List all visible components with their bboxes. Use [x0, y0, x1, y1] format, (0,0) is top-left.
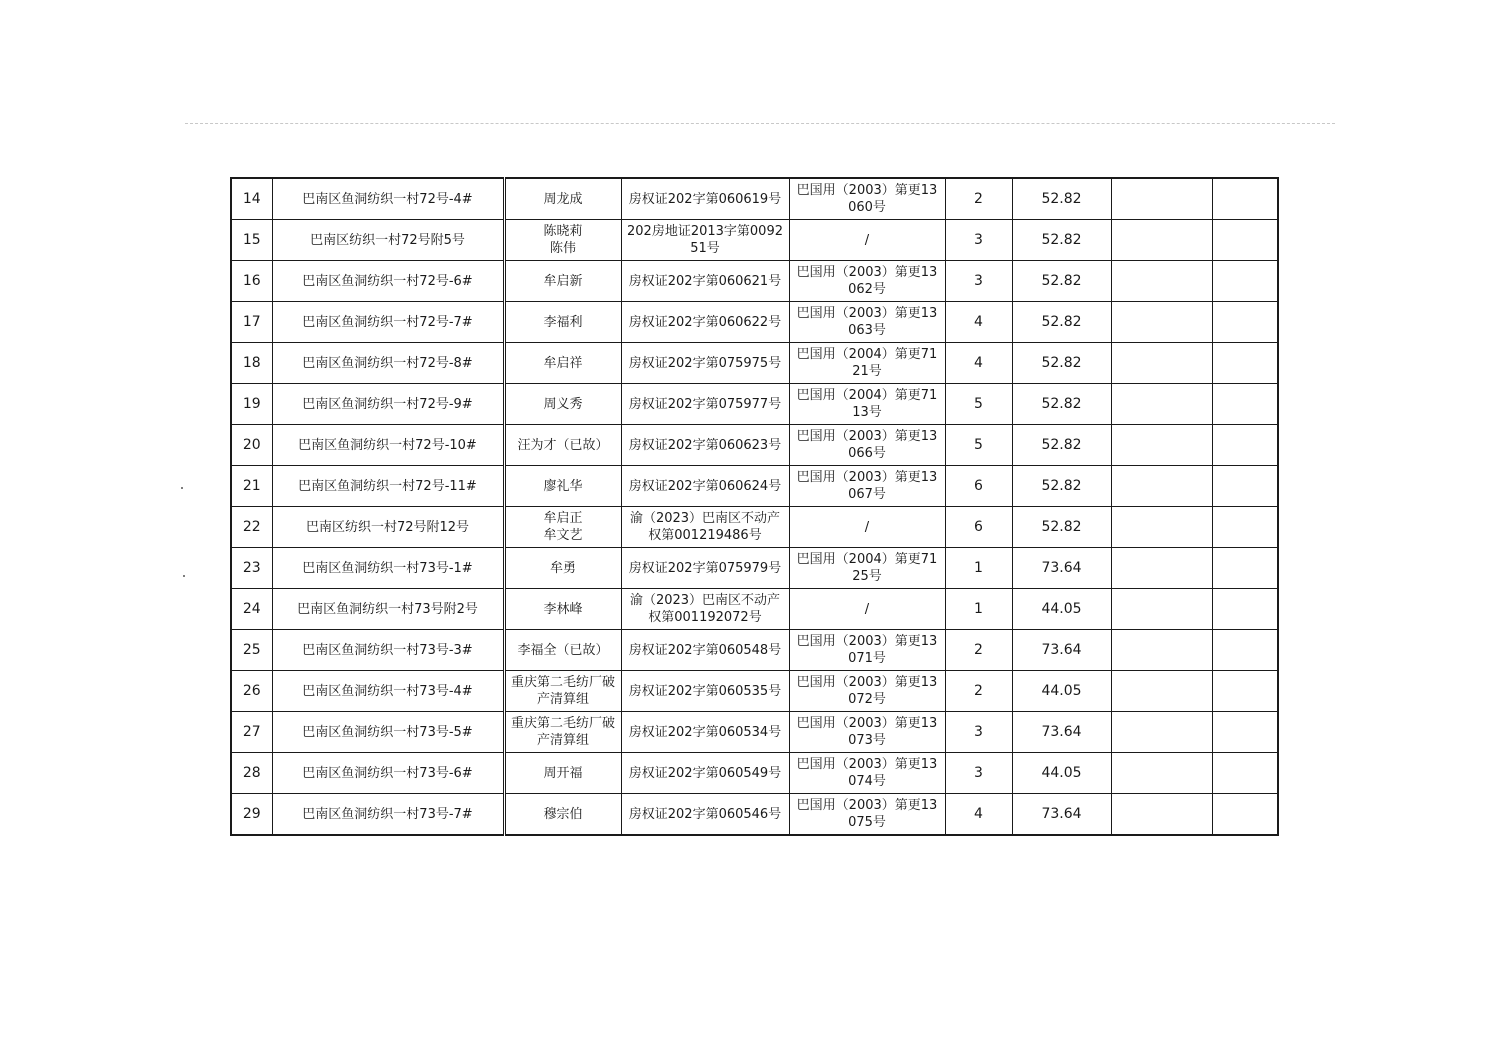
table-row	[231, 794, 1278, 836]
row-number-cell: 21	[231, 466, 272, 507]
blank-cell	[1111, 343, 1212, 384]
table-row	[231, 220, 1278, 261]
blank-cell	[1111, 261, 1212, 302]
land-cert-cell: 巴国用（2004）第更7121号	[789, 343, 945, 384]
land-cert-cell: 巴国用（2003）第更13075号	[789, 794, 945, 836]
owner-cell: 牟启正 牟文艺	[504, 507, 621, 548]
area-cell: 44.05	[1012, 671, 1111, 712]
blank-cell	[1111, 671, 1212, 712]
area-cell: 52.82	[1012, 220, 1111, 261]
owner-cell: 穆宗伯	[504, 794, 621, 836]
property-cert-cell: 房权证202字第060548号	[621, 630, 789, 671]
owner-cell: 陈晓莉 陈伟	[504, 220, 621, 261]
blank-cell	[1212, 794, 1278, 836]
table-row	[231, 753, 1278, 794]
area-cell: 52.82	[1012, 178, 1111, 220]
address-cell: 巴南区鱼洞纺织一村72号-7#	[272, 302, 504, 343]
address-cell: 巴南区鱼洞纺织一村73号附2号	[272, 589, 504, 630]
blank-cell	[1212, 425, 1278, 466]
area-cell: 52.82	[1012, 507, 1111, 548]
blank-cell	[1111, 302, 1212, 343]
table-row	[231, 507, 1278, 548]
owner-cell: 周开福	[504, 753, 621, 794]
blank-cell	[1212, 589, 1278, 630]
owner-cell: 李林峰	[504, 589, 621, 630]
row-number-cell: 29	[231, 794, 272, 836]
row-number-cell: 25	[231, 630, 272, 671]
table-row	[231, 261, 1278, 302]
table-row	[231, 466, 1278, 507]
blank-cell	[1111, 178, 1212, 220]
owner-cell: 牟启新	[504, 261, 621, 302]
address-cell: 巴南区鱼洞纺织一村73号-4#	[272, 671, 504, 712]
address-cell: 巴南区纺织一村72号附12号	[272, 507, 504, 548]
scan-header-line	[185, 123, 1335, 124]
table-row	[231, 671, 1278, 712]
row-number-cell: 16	[231, 261, 272, 302]
address-cell: 巴南区鱼洞纺织一村73号-1#	[272, 548, 504, 589]
land-cert-cell: /	[789, 589, 945, 630]
row-number-cell: 14	[231, 178, 272, 220]
row-number-cell: 28	[231, 753, 272, 794]
row-number-cell: 26	[231, 671, 272, 712]
blank-cell	[1111, 794, 1212, 836]
floor-cell: 3	[945, 753, 1012, 794]
area-cell: 44.05	[1012, 589, 1111, 630]
table-row	[231, 425, 1278, 466]
blank-cell	[1111, 425, 1212, 466]
row-number-cell: 27	[231, 712, 272, 753]
address-cell: 巴南区鱼洞纺织一村72号-10#	[272, 425, 504, 466]
owner-cell: 李福利	[504, 302, 621, 343]
scan-speck	[181, 487, 183, 489]
property-cert-cell: 房权证202字第060546号	[621, 794, 789, 836]
land-cert-cell: 巴国用（2003）第更13060号	[789, 178, 945, 220]
land-cert-cell: 巴国用（2004）第更7113号	[789, 384, 945, 425]
property-cert-cell: 渝（2023）巴南区不动产权第001219486号	[621, 507, 789, 548]
blank-cell	[1212, 712, 1278, 753]
blank-cell	[1111, 466, 1212, 507]
floor-cell: 4	[945, 343, 1012, 384]
row-number-cell: 17	[231, 302, 272, 343]
blank-cell	[1111, 548, 1212, 589]
blank-cell	[1212, 507, 1278, 548]
table-row	[231, 630, 1278, 671]
blank-cell	[1212, 630, 1278, 671]
property-cert-cell: 房权证202字第060549号	[621, 753, 789, 794]
address-cell: 巴南区鱼洞纺织一村72号-9#	[272, 384, 504, 425]
row-number-cell: 24	[231, 589, 272, 630]
blank-cell	[1212, 753, 1278, 794]
table-row	[231, 384, 1278, 425]
blank-cell	[1212, 302, 1278, 343]
address-cell: 巴南区鱼洞纺织一村72号-6#	[272, 261, 504, 302]
floor-cell: 5	[945, 384, 1012, 425]
owner-cell: 周义秀	[504, 384, 621, 425]
owner-cell: 重庆第二毛纺厂破产清算组	[504, 712, 621, 753]
owner-cell: 汪为才（已故）	[504, 425, 621, 466]
property-cert-cell: 房权证202字第075975号	[621, 343, 789, 384]
blank-cell	[1212, 343, 1278, 384]
address-cell: 巴南区鱼洞纺织一村73号-3#	[272, 630, 504, 671]
owner-cell: 李福全（已故）	[504, 630, 621, 671]
table-row	[231, 343, 1278, 384]
floor-cell: 4	[945, 302, 1012, 343]
address-cell: 巴南区鱼洞纺织一村72号-4#	[272, 178, 504, 220]
area-cell: 52.82	[1012, 261, 1111, 302]
property-cert-cell: 房权证202字第060619号	[621, 178, 789, 220]
area-cell: 52.82	[1012, 302, 1111, 343]
area-cell: 52.82	[1012, 466, 1111, 507]
row-number-cell: 19	[231, 384, 272, 425]
floor-cell: 3	[945, 712, 1012, 753]
property-cert-cell: 渝（2023）巴南区不动产权第001192072号	[621, 589, 789, 630]
address-cell: 巴南区纺织一村72号附5号	[272, 220, 504, 261]
land-cert-cell: /	[789, 220, 945, 261]
blank-cell	[1111, 630, 1212, 671]
floor-cell: 5	[945, 425, 1012, 466]
floor-cell: 2	[945, 178, 1012, 220]
property-cert-cell: 房权证202字第075979号	[621, 548, 789, 589]
area-cell: 52.82	[1012, 343, 1111, 384]
land-cert-cell: 巴国用（2003）第更13067号	[789, 466, 945, 507]
property-cert-cell: 房权证202字第075977号	[621, 384, 789, 425]
land-cert-cell: 巴国用（2003）第更13066号	[789, 425, 945, 466]
owner-cell: 牟勇	[504, 548, 621, 589]
blank-cell	[1111, 507, 1212, 548]
blank-cell	[1212, 261, 1278, 302]
area-cell: 73.64	[1012, 794, 1111, 836]
land-cert-cell: 巴国用（2004）第更7125号	[789, 548, 945, 589]
land-cert-cell: 巴国用（2003）第更13074号	[789, 753, 945, 794]
table-row	[231, 712, 1278, 753]
floor-cell: 1	[945, 548, 1012, 589]
address-cell: 巴南区鱼洞纺织一村72号-8#	[272, 343, 504, 384]
land-cert-cell: 巴国用（2003）第更13071号	[789, 630, 945, 671]
row-number-cell: 23	[231, 548, 272, 589]
blank-cell	[1212, 548, 1278, 589]
blank-cell	[1111, 220, 1212, 261]
table-row	[231, 548, 1278, 589]
owner-cell: 周龙成	[504, 178, 621, 220]
blank-cell	[1212, 220, 1278, 261]
floor-cell: 1	[945, 589, 1012, 630]
land-cert-cell: 巴国用（2003）第更13073号	[789, 712, 945, 753]
floor-cell: 4	[945, 794, 1012, 836]
scan-speck	[183, 575, 185, 577]
land-cert-cell: 巴国用（2003）第更13063号	[789, 302, 945, 343]
row-number-cell: 22	[231, 507, 272, 548]
row-number-cell: 20	[231, 425, 272, 466]
blank-cell	[1212, 178, 1278, 220]
property-records-table	[230, 177, 1279, 836]
blank-cell	[1111, 589, 1212, 630]
row-number-cell: 18	[231, 343, 272, 384]
property-cert-cell: 房权证202字第060535号	[621, 671, 789, 712]
blank-cell	[1111, 384, 1212, 425]
property-cert-cell: 房权证202字第060624号	[621, 466, 789, 507]
property-cert-cell: 房权证202字第060621号	[621, 261, 789, 302]
owner-cell: 牟启祥	[504, 343, 621, 384]
table-row	[231, 178, 1278, 220]
floor-cell: 3	[945, 261, 1012, 302]
owner-cell: 重庆第二毛纺厂破产清算组	[504, 671, 621, 712]
table-body	[231, 178, 1278, 835]
blank-cell	[1212, 466, 1278, 507]
floor-cell: 2	[945, 630, 1012, 671]
row-number-cell: 15	[231, 220, 272, 261]
table-row	[231, 589, 1278, 630]
land-cert-cell: 巴国用（2003）第更13072号	[789, 671, 945, 712]
floor-cell: 3	[945, 220, 1012, 261]
table-row	[231, 302, 1278, 343]
floor-cell: 6	[945, 507, 1012, 548]
floor-cell: 6	[945, 466, 1012, 507]
floor-cell: 2	[945, 671, 1012, 712]
address-cell: 巴南区鱼洞纺织一村73号-5#	[272, 712, 504, 753]
area-cell: 73.64	[1012, 712, 1111, 753]
area-cell: 44.05	[1012, 753, 1111, 794]
land-cert-cell: 巴国用（2003）第更13062号	[789, 261, 945, 302]
area-cell: 73.64	[1012, 630, 1111, 671]
owner-cell: 廖礼华	[504, 466, 621, 507]
area-cell: 73.64	[1012, 548, 1111, 589]
blank-cell	[1111, 712, 1212, 753]
land-cert-cell: /	[789, 507, 945, 548]
blank-cell	[1111, 753, 1212, 794]
address-cell: 巴南区鱼洞纺织一村72号-11#	[272, 466, 504, 507]
area-cell: 52.82	[1012, 425, 1111, 466]
area-cell: 52.82	[1012, 384, 1111, 425]
blank-cell	[1212, 384, 1278, 425]
property-cert-cell: 房权证202字第060534号	[621, 712, 789, 753]
blank-cell	[1212, 671, 1278, 712]
property-cert-cell: 房权证202字第060622号	[621, 302, 789, 343]
address-cell: 巴南区鱼洞纺织一村73号-7#	[272, 794, 504, 836]
address-cell: 巴南区鱼洞纺织一村73号-6#	[272, 753, 504, 794]
property-cert-cell: 房权证202字第060623号	[621, 425, 789, 466]
property-cert-cell: 202房地证2013字第009251号	[621, 220, 789, 261]
